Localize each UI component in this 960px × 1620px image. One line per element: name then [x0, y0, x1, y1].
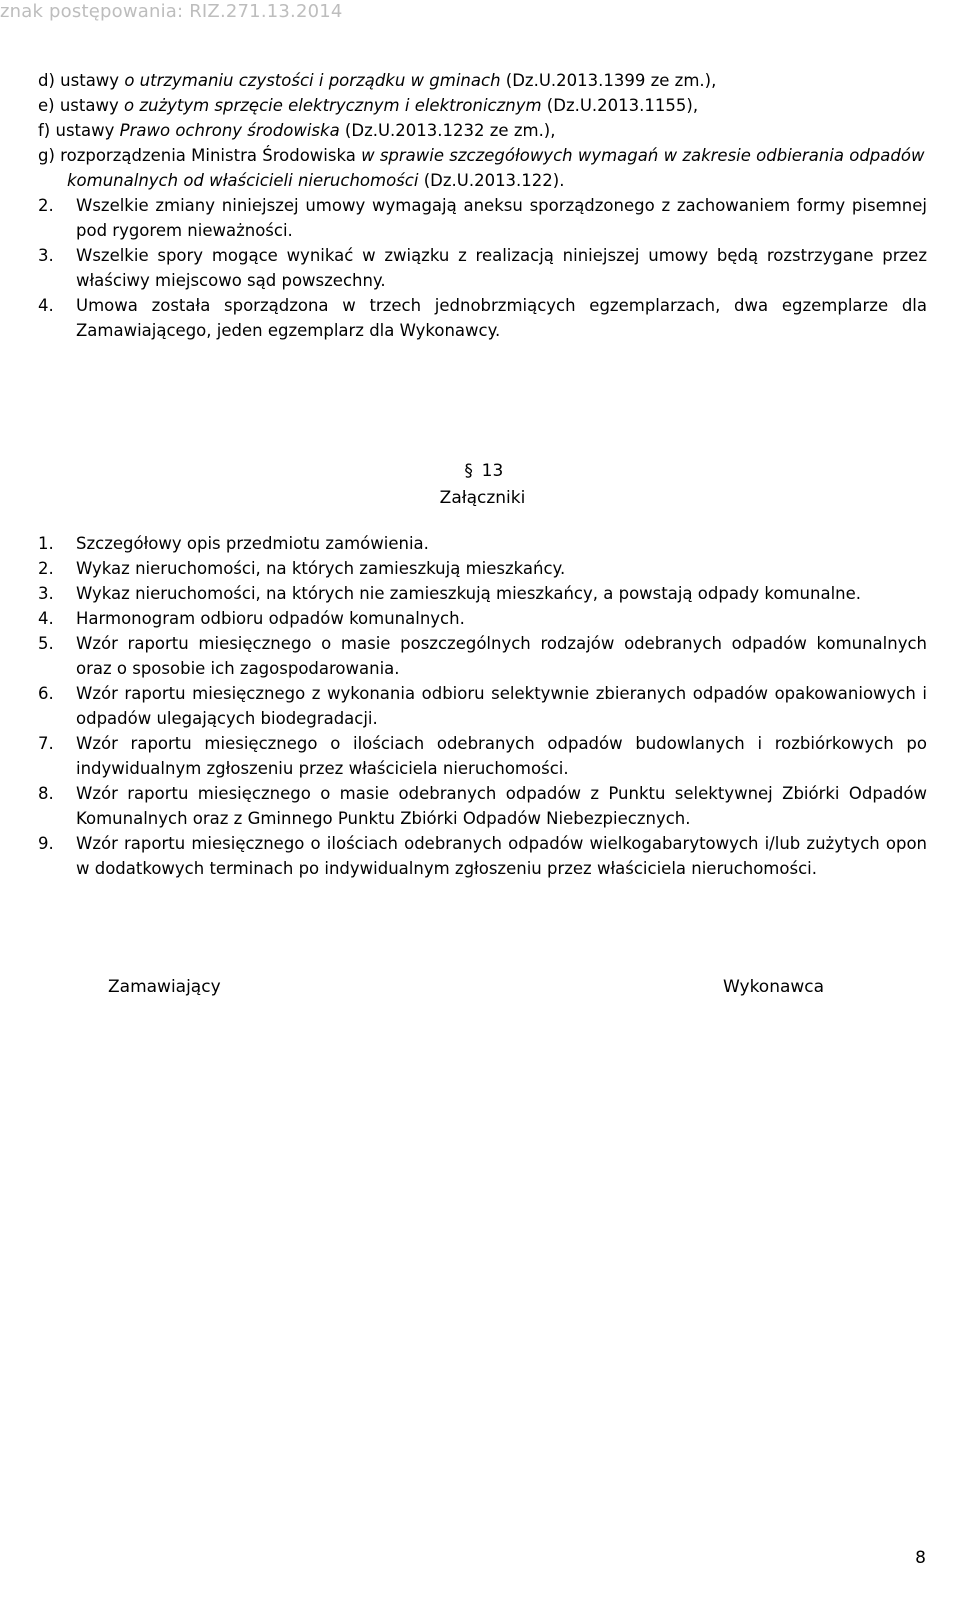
attachment-number: 4. — [38, 609, 54, 628]
attachment-text: Wykaz nieruchomości, na których zamieszkują mieszkańcy. — [76, 559, 566, 578]
attachment-text: Szczegółowy opis przedmiotu zamówienia. — [76, 534, 429, 553]
signature-zamawiajacy: Zamawiający — [108, 977, 221, 997]
attachment-text: Harmonogram odbioru odpadów komunalnych. — [76, 609, 465, 628]
sub-item-d — [38, 68, 927, 93]
document-header: znak postępowania: RIZ.271.13.2014 — [0, 1, 343, 22]
attachment-item — [38, 556, 927, 581]
attachment-item — [38, 731, 927, 781]
clause-4 — [38, 293, 927, 343]
attachment-item — [38, 681, 927, 731]
sub-item-italic: Prawo ochrony środowiska — [119, 121, 340, 140]
attachment-number: 1. — [38, 534, 54, 553]
sub-item-citation: (Dz.U.2013.1232 ze zm.), — [339, 121, 556, 140]
clause-3 — [38, 243, 927, 293]
attachment-number: 3. — [38, 584, 54, 603]
signature-wykonawca: Wykonawca — [723, 977, 825, 997]
sub-item-e — [38, 93, 927, 118]
attachment-item — [38, 606, 927, 631]
clause-text: Wszelkie zmiany niniejszej umowy wymagają aneksu sporządzonego z zachowaniem formy pisemnej pod rygorem nieważności. — [76, 196, 927, 240]
sub-items-list — [38, 68, 927, 193]
section-number: 13 — [481, 461, 504, 481]
attachment-number: 9. — [38, 834, 54, 853]
attachment-item — [38, 531, 927, 556]
attachment-item — [38, 781, 927, 831]
sub-item-italic: w sprawie szczegółowych wymagań w zakresie odbierania odpadów komunalnych od właścicieli nieruchomości — [67, 146, 925, 190]
sub-item-citation: (Dz.U.2013.1399 ze zm.), — [500, 71, 717, 90]
attachment-text: Wzór raportu miesięcznego o masie poszczególnych rodzajów odebranych odpadów komunalnych oraz o sposobie ich zagospodarowania. — [76, 634, 927, 678]
attachment-item — [38, 581, 927, 606]
page-number: 8 — [915, 1548, 926, 1568]
sub-item-label: f) — [38, 121, 51, 140]
sub-item-text: rozporządzenia Ministra Środowiska — [60, 146, 362, 165]
section-number-line — [38, 458, 927, 485]
clause-number: 3. — [38, 246, 54, 265]
sub-item-f — [38, 118, 927, 143]
sub-item-italic: o zużytym sprzęcie elektrycznym i elektronicznym — [123, 96, 542, 115]
attachment-text: Wzór raportu miesięcznego z wykonania odbioru selektywnie zbieranych odpadów opakowaniowych i odpadów ulegających biodegradacji. — [76, 684, 927, 728]
sub-item-citation: (Dz.U.2013.122). — [418, 171, 565, 190]
attachment-text: Wzór raportu miesięcznego o ilościach odebranych odpadów budowlanych i rozbiórkowych po indywidualnym zgłoszeniu przez właściciela nieruchomości. — [76, 734, 927, 778]
clause-2 — [38, 193, 927, 243]
sub-item-g — [38, 143, 927, 193]
sub-item-italic: o utrzymaniu czystości i porządku w gminach — [124, 71, 501, 90]
sub-item-label: d) — [38, 71, 55, 90]
attachment-number: 2. — [38, 559, 54, 578]
clause-number: 4. — [38, 296, 54, 315]
attachment-number: 8. — [38, 784, 54, 803]
attachment-number: 5. — [38, 634, 54, 653]
document-body — [38, 68, 927, 997]
numbered-clauses — [38, 193, 927, 343]
sub-item-label: e) — [38, 96, 55, 115]
attachment-item — [38, 831, 927, 881]
section-title: Załączniki — [439, 488, 526, 508]
attachment-number: 7. — [38, 734, 54, 753]
attachment-number: 6. — [38, 684, 54, 703]
clause-number: 2. — [38, 196, 54, 215]
clause-text: Umowa została sporządzona w trzech jednobrzmiących egzemplarzach, dwa egzemplarze dla Zamawiającego, jeden egzemplarz dla Wykonawcy. — [76, 296, 927, 340]
attachments-list — [38, 531, 927, 881]
sub-item-text: ustawy — [59, 96, 124, 115]
attachment-item — [38, 631, 927, 681]
sub-item-label: g) — [38, 146, 55, 165]
attachment-text: Wzór raportu miesięcznego o ilościach odebranych odpadów wielkogabarytowych i/lub zużytych opon w dodatkowych terminach po indywidualnym zgłoszeniu przez właściciela nieruchomości. — [76, 834, 927, 878]
clause-text: Wszelkie spory mogące wynikać w związku z realizacją niniejszej umowy będą rozstrzygane przez właściwy miejscowo sąd powszechny. — [76, 246, 927, 290]
sub-item-text: ustawy — [55, 121, 120, 140]
sub-item-citation: (Dz.U.2013.1155), — [541, 96, 699, 115]
attachment-text: Wykaz nieruchomości, na których nie zamieszkują mieszkańcy, a powstają odpady komunalne. — [76, 584, 862, 603]
section-heading — [38, 458, 927, 512]
sub-item-text: ustawy — [60, 71, 125, 90]
section-sign: § — [464, 461, 473, 481]
attachment-text: Wzór raportu miesięcznego o masie odebranych odpadów z Punktu selektywnej Zbiórki Odpadów Komunalnych oraz z Gminnego Punktu Zbiórki Odpadów Niebezpiecznych. — [76, 784, 927, 828]
